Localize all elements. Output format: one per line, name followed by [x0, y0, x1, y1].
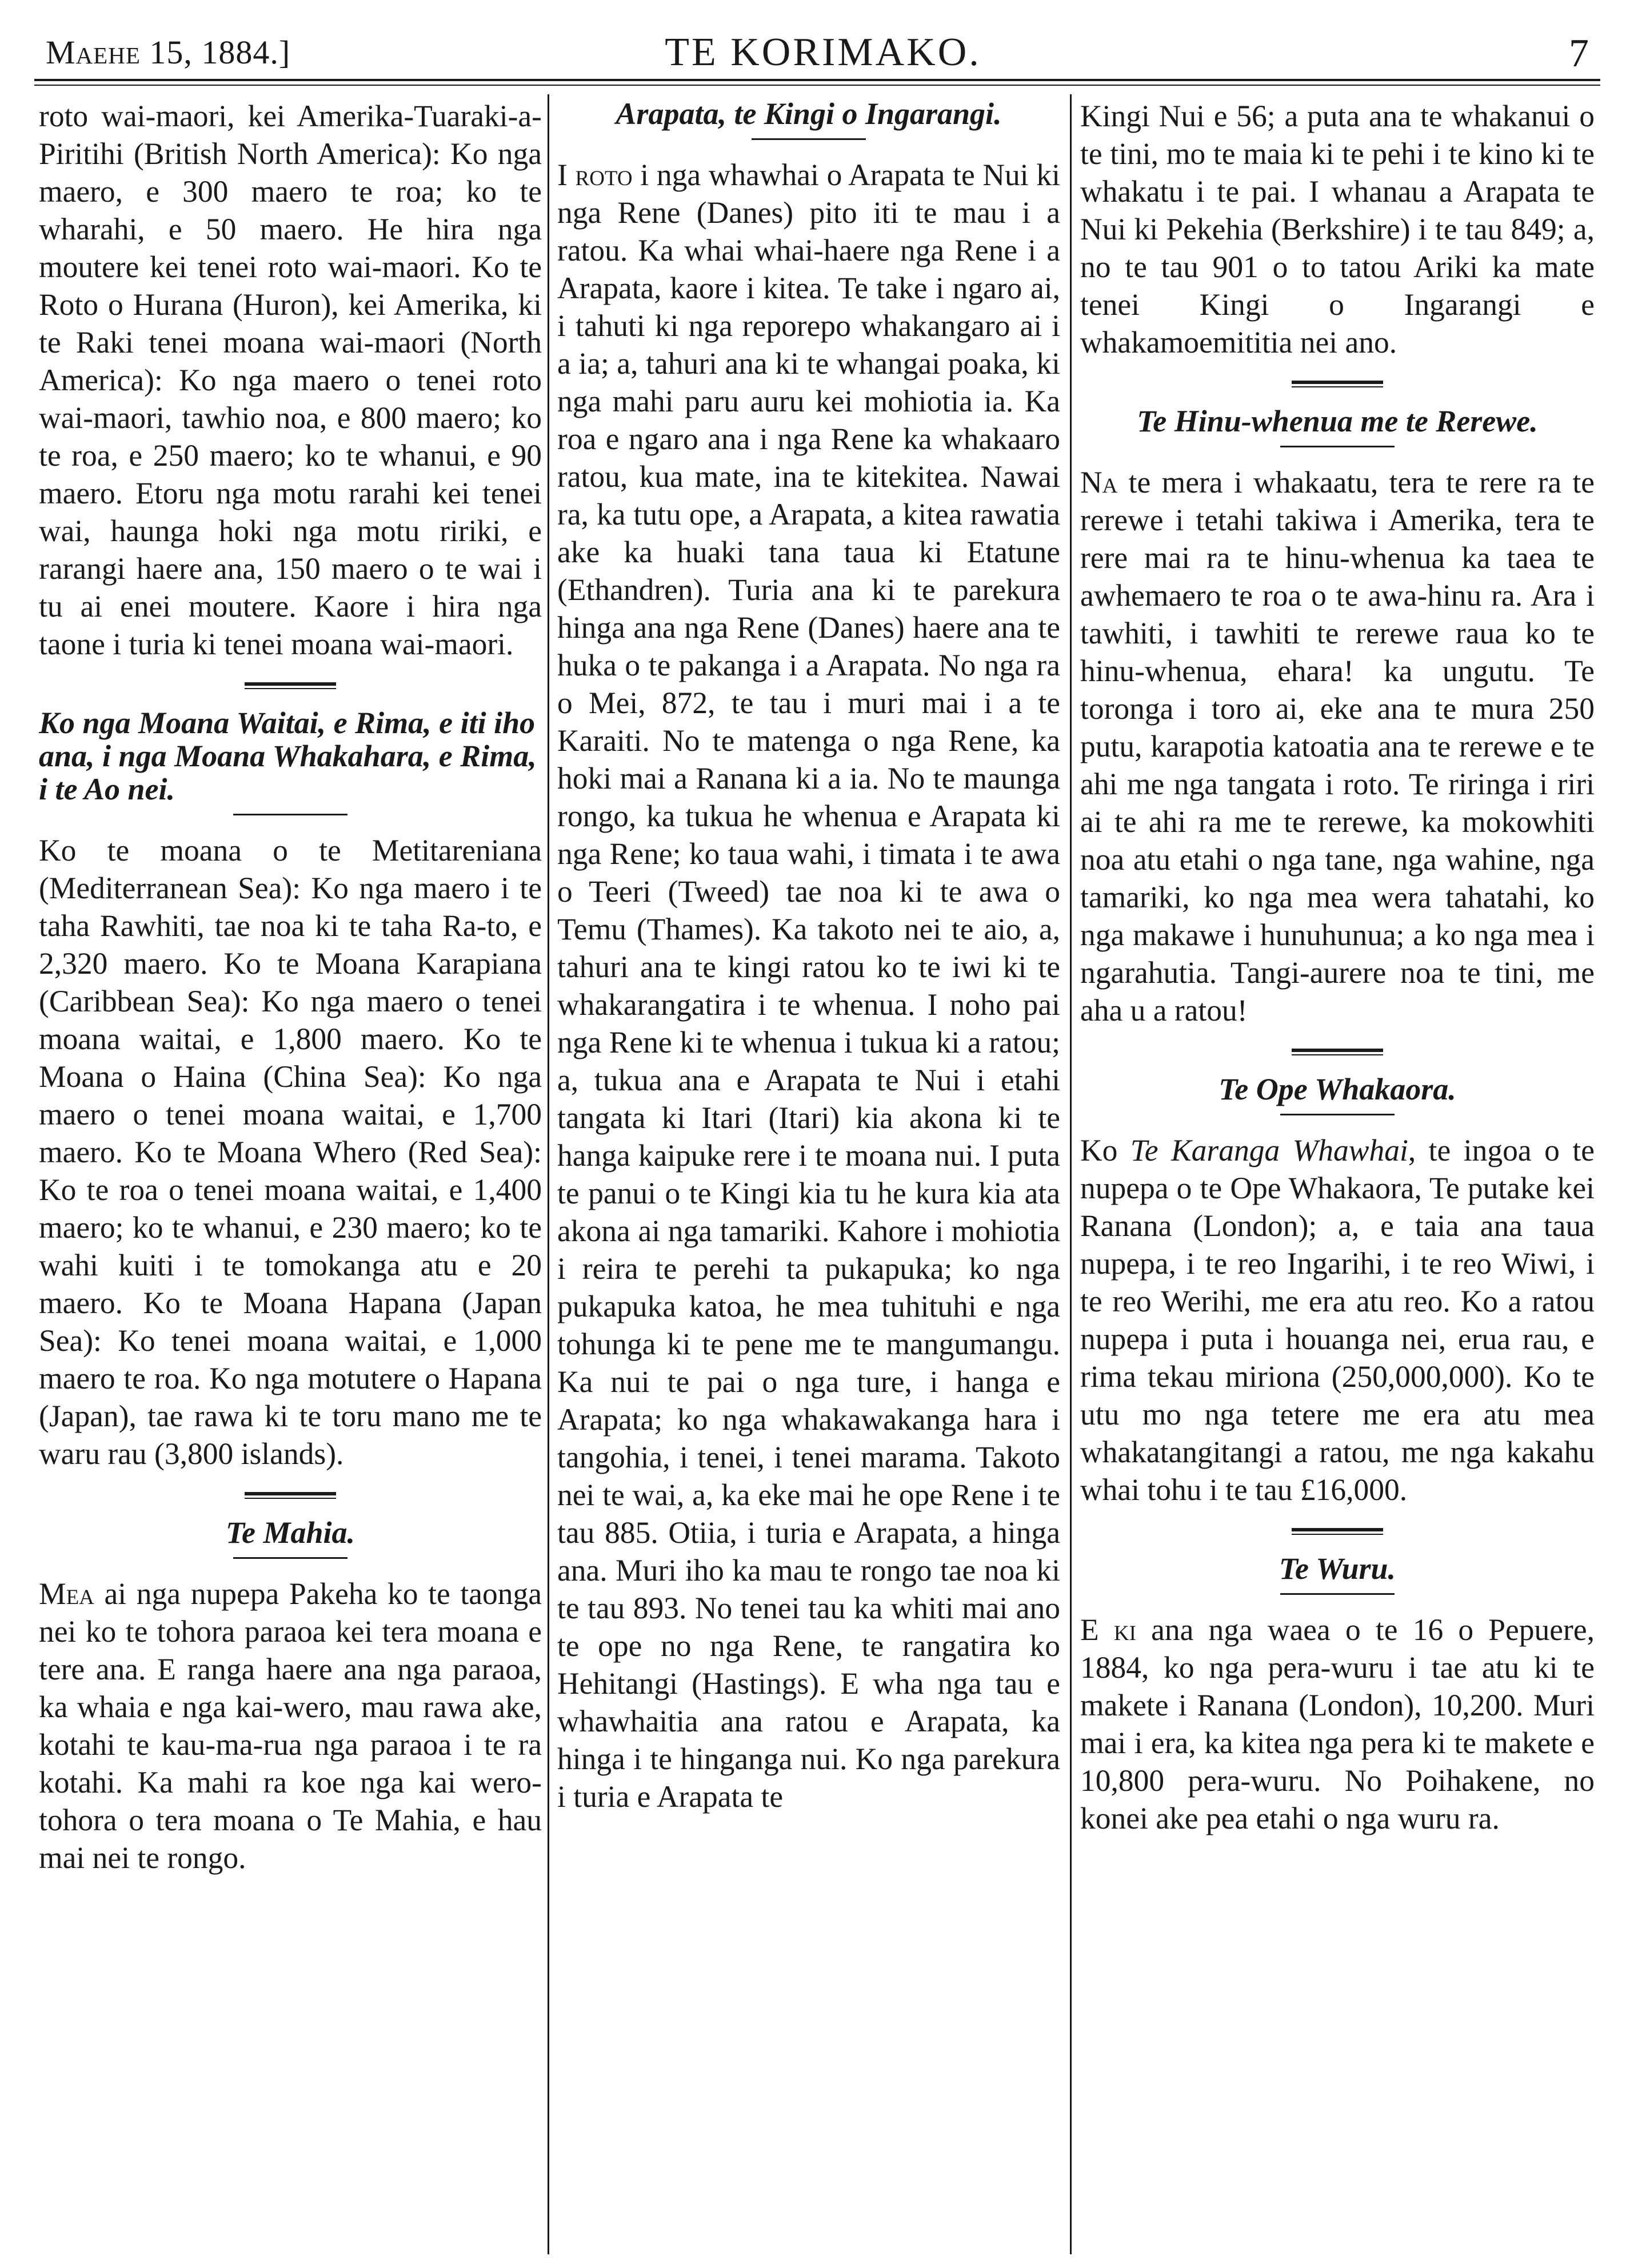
article-paragraph	[39, 1575, 542, 1877]
newspaper-title: TE KORIMAKO.	[665, 30, 981, 74]
article-heading: Arapata, te Kingi o Ingarangi.	[616, 97, 1002, 131]
section-divider	[1292, 1049, 1383, 1055]
paragraph-text: ana nga waea o te 16 o Pepuere, 1884, ko nga pera-wuru i tae atu ki te makete i Ranana (London), 10,200. Muri mai i era, ka kitea nga pera ki te makete e 10,800 pera-wuru. No Poihakene, no konei ake pea etahi o nga wuru ra.	[1080, 1613, 1595, 1835]
publication-name: Te Karanga Whawhai	[1130, 1133, 1408, 1167]
article-heading: Te Wuru.	[1279, 1551, 1396, 1586]
header-rule	[34, 79, 1600, 81]
article-paragraph: Kingi Nui e 56; a puta ana te whakanui o te tini, mo te maia ki te pehi i te kino ki te whakatu i te pai. I whanau a Arapata te Nui ki Pekehia (Berkshire) i te tau 849; a, no te tau 901 o to tatou Ariki ka mate tenei Kingi o Ingarangi e whakamoemititia nei ano.	[1080, 99, 1595, 359]
paragraph-text: i nga whawhai o Arapata te Nui ki nga Rene (Danes) pito iti te mau i a ratou. Ka whai whai-haere nga Rene i a Arapata, kaore i kitea. Te take i ngaro ai, i tahuti ki nga reporepo whakangaro ai i a ia; a, tahuri ana ki te whangai poaka, ki nga mahi paru auru kei mohiotia ia. Ka roa e ngaro ana i nga Rene ka whakaaro ratou, kua mate, ina te kitekitea. Nawai ra, ka tutu ope, a Arapata, a kitea rawatia ake ka huaki tana taua ki Etatune (Ethandren). Turia ana ki te parekura hinga ana nga Rene (Danes) haere ana te huka o te pakanga i a Arapata. No nga ra o Mei, 872, te tau i muri mai i a te Karaiti. No te matenga o nga Rene, ka hoki mai a Ranana ki a ia. No te maunga rongo, ka tukua he whenua e Arapata ki nga Rene; ko taua wahi, i timata i te awa o Teeri (Tweed) tae noa ki te awa o Temu (Thames). Ka takoto nei te aio, a, tahuri ana te kingi ratou ko te iwi ki te whakarangatira i te whenua. I noho pai nga Rene ki te whenua i tukua ki a ratou; a, tukua ana e Arapata te Nui i etahi tangata ki Itari (Itari) kia akona ki te hanga kaipuke rere i te moana nui. I puta te panui o te Kingi kia tu he kura kia ata akona ai nga tamariki. Kahore i mohiotia i reira te perehi ta pukapuka; ko nga pukapuka katoa, he mea tuhituhi e nga tohunga ki te pene me te mangumangu. Ka nui te pai o nga ture, i hanga e Arapata; ko nga whakawakanga hara i tangohia, i tenei, i tenei marama. Takoto nei te wai, a, ka eke mai he ope Rene i te tau 885. Otiia, i turia e Arapata, a hinga ana. Muri iho ka mau te rongo tae noa ki te tau 893. No tenei tau ka whiti mai ano te ope no nga Rene, te rangatira ko Hehitangi (Hastings). E wha nga tau e whawhaitia ana ratou e Arapata, ka hinga i te hinganga nui. Ko nga parekura i turia e Arapata te	[557, 158, 1060, 1814]
article-paragraph	[557, 156, 1060, 1815]
article-heading: Te Mahia.	[225, 1515, 355, 1550]
lead-word: Na	[1080, 465, 1118, 499]
heading-rule	[233, 1557, 347, 1559]
column-3	[1080, 97, 1595, 2246]
lead-word: Mea	[39, 1577, 94, 1611]
issue-date: Maehe 15, 1884.]	[46, 34, 291, 71]
column-divider	[1070, 94, 1072, 2254]
article-paragraph: Ko te moana o te Metitareniana (Mediterranean Sea): Ko nga maero i te taha Rawhiti, tae noa ki te taha Ra-to, e 2,320 maero. Ko te Moana Karapiana (Caribbean Sea): Ko nga maero o tenei moana waitai, e 1,800 maero. Ko te Moana o Haina (China Sea): Ko nga maero o tenei moana waitai, e 1,700 maero. Ko te Moana Whero (Red Sea): Ko te roa o tenei moana waitai, e 1,400 maero; ko te whanui, e 230 maero; ko te wahi kuiti i te tomokanga atu e 20 maero. Ko te Moana Hapana (Japan Sea): Ko tenei moana waitai, e 1,000 maero te roa. Ko nga motutere o Hapana (Japan), tae rawa ki te toru mano me te waru rau (3,800 islands).	[39, 833, 542, 1471]
article-paragraph	[1080, 1131, 1595, 1509]
article-paragraph: roto wai-maori, kei Amerika-Tuaraki-a-Piritihi (British North America): Ko nga maero, e 300 maero te roa; ko te wharahi, e 50 maero. He hira nga moutere kei tenei roto wai-maori. Ko te Roto o Hurana (Huron), kei Amerika, ki te Raki tenei moana wai-maori (North America): Ko nga maero o tenei roto wai-maori, tawhio noa, e 800 maero; ko te roa, e 250 maero; ko te whanui, e 90 maero. Etoru nga motu rarahi kei tenei wai, haunga hoki nga motu ririki, e rarangi haere ana, 150 maero o te wai i tu ai enei moutere. Kaore i hira nga taone i turia ki tenei moana wai-maori.	[39, 99, 542, 661]
article-heading: Te Ope Whakaora.	[1218, 1072, 1456, 1106]
section-divider	[245, 682, 336, 689]
header-rule-thin	[34, 85, 1600, 86]
heading-rule	[1280, 1114, 1395, 1115]
section-divider	[245, 1492, 336, 1499]
heading-rule	[1280, 446, 1395, 447]
page-number: 7	[1569, 31, 1589, 75]
page-header	[40, 23, 1606, 80]
column-1	[39, 97, 542, 2246]
article-paragraph	[1080, 1611, 1595, 1837]
paragraph-text: , te ingoa o te nupepa o te Ope Whakaora, Te putake kei Ranana (London); a, e taia ana taua nupepa, i te reo Ingarihi, i te reo Wiwi, i te reo Werihi, me era atu reo. Ko a ratou nupepa i puta i houanga nei, erua rau, e rima tekau miriona (250,000,000). Ko te utu mo nga tetere me era atu mea whakatangitangi a ratou, me nga kakahu whai tohu i te tau £16,000.	[1080, 1133, 1595, 1507]
article-paragraph	[1080, 463, 1595, 1029]
heading-rule	[233, 814, 347, 815]
article-heading: Te Hinu-whenua me te Rerewe.	[1137, 404, 1538, 438]
lead-word: I roto	[557, 158, 633, 192]
column-2	[557, 97, 1060, 2246]
heading-rule	[1280, 1593, 1395, 1595]
column-divider	[548, 94, 549, 2254]
paragraph-text: te mera i whakaatu, tera te rere ra te rerewe i tetahi takiwa i Amerika, tera te rere mai ra te hinu-whenua ka taea te awhemaero te roa o te awa-hinu ra. Ara i tawhiti, i tawhiti te rerewe raua ko te hinu-whenua, ehara! ka ungutu. Te toronga i toro ai, eke ana te mura 250 putu, karapotia katoatia ana te rerewe e te ahi me nga tangata i roto. Te riringa i riri ai te ahi ra me te rerewe, ka mokowhiti noa atu etahi o nga tane, nga wahine, nga tamariki, ko nga mea wera tahatahi, ko nga makawe i hunuhunua; a ko nga mea i ngarahutia. Tangi-aurere noa te tini, me aha u a ratou!	[1080, 465, 1595, 1027]
lead-word: E ki	[1080, 1613, 1136, 1647]
section-divider	[1292, 1528, 1383, 1535]
article-heading: Ko nga Moana Waitai, e Rima, e iti iho ana, i nga Moana Whakahara, e Rima, i te Ao nei.	[39, 706, 537, 806]
section-divider	[1292, 381, 1383, 387]
paragraph-text: Ko	[1080, 1133, 1130, 1167]
heading-rule	[752, 138, 866, 140]
paragraph-text: ai nga nupepa Pakeha ko te taonga nei ko te tohora paraoa kei tera moana e tere ana. E ranga haere ana nga paraoa, ka whaia e nga kai-wero, mau rawa ake, kotahi te kau-ma-rua nga paraoa i te ra kotahi. Ka mahi ra koe nga kai wero-tohora o tera moana o Te Mahia, e hau mai nei te rongo.	[39, 1577, 542, 1875]
